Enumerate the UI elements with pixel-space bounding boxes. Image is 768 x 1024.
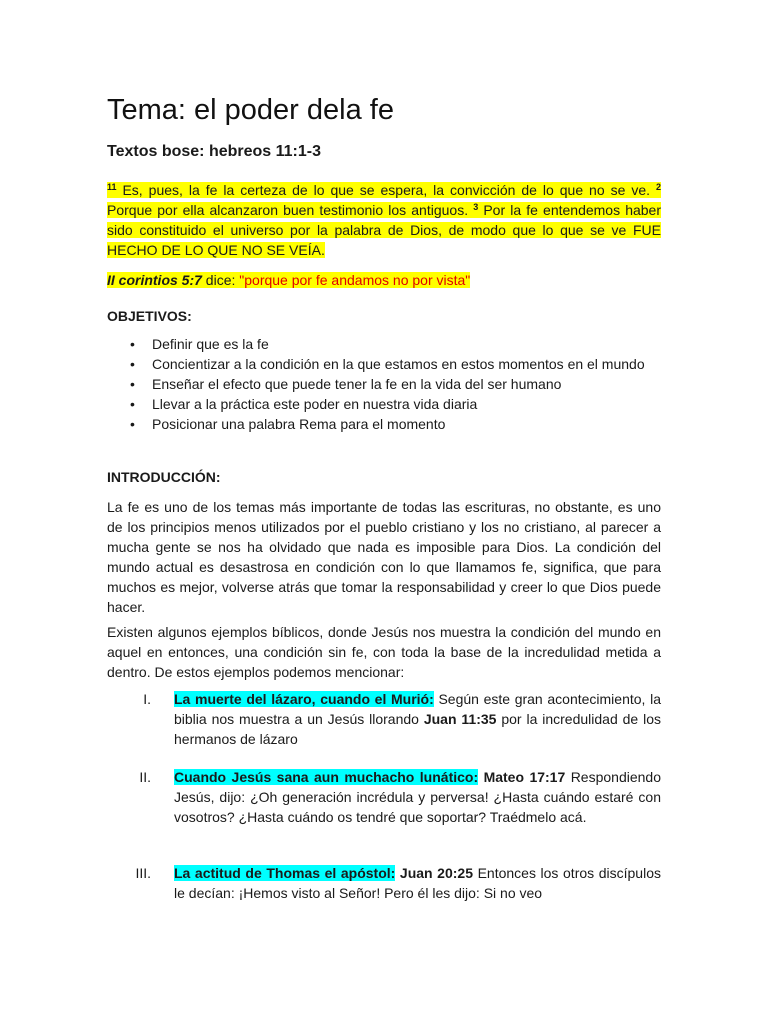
corintios-highlight	[107, 272, 470, 288]
ejemplos-list	[107, 689, 661, 749]
list-item	[107, 374, 661, 394]
list-item	[107, 394, 661, 414]
document-subtitle: Textos bose: hebreos 11:1-3	[107, 143, 321, 160]
numeral-2: II.	[139, 769, 151, 785]
bullet-icon: •	[130, 396, 135, 412]
bullet-icon: •	[130, 356, 135, 372]
corintios-reference: II corintios 5:7	[107, 272, 202, 288]
corintios-quote: "porque por fe andamos no por vista"	[239, 272, 471, 288]
numeral-1: I.	[143, 691, 151, 707]
ejemplo-reference: Juan 20:25	[399, 865, 473, 881]
objetivos-list	[107, 334, 661, 434]
document-title: Tema: el poder dela fe	[107, 94, 394, 126]
bullet-icon: •	[130, 336, 135, 352]
verse-highlight	[107, 182, 661, 258]
verse-text-3: Por la fe entendemos haber sido constituido el universo por la palabra de Dios, de modo que lo que se ve FUE HECHO DE LO QUE NO SE VEÍA.	[107, 202, 662, 258]
ejemplos-list	[107, 767, 661, 827]
objetivo-text: Llevar a la práctica este poder en nuestra vida diaria	[152, 396, 478, 412]
corintios-dice: dice:	[201, 272, 240, 288]
objetivo-text: Posicionar una palabra Rema para el momento	[152, 416, 446, 432]
objetivo-text: Definir que es la fe	[152, 336, 269, 352]
verse-text-1: Es, pues, la fe la certeza de lo que se espera, la convicción de lo que no se ve.	[116, 182, 656, 198]
ejemplo-highlight: Cuando Jesús sana aun muchacho lunático:	[174, 769, 479, 785]
list-item	[107, 767, 661, 827]
bullet-icon: •	[130, 376, 135, 392]
verse-number-2: 2	[655, 182, 661, 192]
ejemplo-text: Entonces los otros discípulos le decían: ¡Hemos visto al Señor! Pero él les dijo: Si no veo	[174, 865, 661, 901]
introduccion-paragraph-2: Existen algunos ejemplos bíblicos, donde Jesús nos muestra la condición del mundo en aquel en entonces, una condición sin fe, con toda la base de la incredulidad metida a dentro. De estos ejemplos podemos mencionar:	[107, 624, 661, 680]
ejemplo-highlight: La actitud de Thomas el apóstol:	[174, 865, 396, 881]
list-item	[107, 354, 661, 374]
list-item	[107, 334, 661, 354]
verse-number-11: 11	[107, 182, 117, 192]
objetivo-text: Enseñar el efecto que puede tener la fe en la vida del ser humano	[152, 376, 562, 392]
objetivos-heading: OBJETIVOS:	[107, 308, 192, 324]
bullet-icon: •	[130, 416, 135, 432]
ejemplo-highlight: La muerte del lázaro, cuando el Murió:	[174, 691, 434, 707]
ejemplo-reference: Mateo 17:17	[483, 769, 566, 785]
objetivo-text: Concientizar a la condición en la que estamos en estos momentos en el mundo	[152, 356, 645, 372]
verse-paragraph	[107, 180, 661, 260]
numeral-3: III.	[135, 865, 151, 881]
list-item	[107, 414, 661, 434]
list-item	[107, 689, 661, 749]
corintios-line	[107, 270, 661, 290]
ejemplo-text: Respondiendo Jesús, dijo: ¿Oh generación incrédula y perversa! ¿Hasta cuándo estaré con vosotros? ¿Hasta cuándo os tendré que soportar? Traédmelo acá.	[174, 769, 661, 825]
ejemplos-list	[107, 863, 661, 903]
introduccion-heading: INTRODUCCIÓN:	[107, 469, 221, 485]
ejemplo-reference: Juan 11:35	[423, 711, 497, 727]
verse-text-2: Porque por ella alcanzaron buen testimonio los antiguos.	[107, 202, 474, 218]
verse-number-3: 3	[473, 202, 479, 212]
introduccion-paragraph-1: La fe es uno de los temas más importante de todas las escrituras, no obstante, es uno de los principios menos utilizados por el pueblo cristiano y los no cristiano, al parecer a mucha gente se nos ha olvidado que nada es imposible para Dios. La condición del mundo actual es desastrosa en condición con lo que llamamos fe, significa, que para muchos es mejor, volverse atrás que tomar la responsabilidad y creer lo que Dios puede hacer.	[107, 499, 661, 615]
list-item	[107, 863, 661, 903]
ejemplo-text: Según este gran acontecimiento, la biblia nos muestra a un Jesús llorando	[174, 691, 661, 727]
ejemplo-text: por la incredulidad de los hermanos de lázaro	[174, 711, 661, 747]
